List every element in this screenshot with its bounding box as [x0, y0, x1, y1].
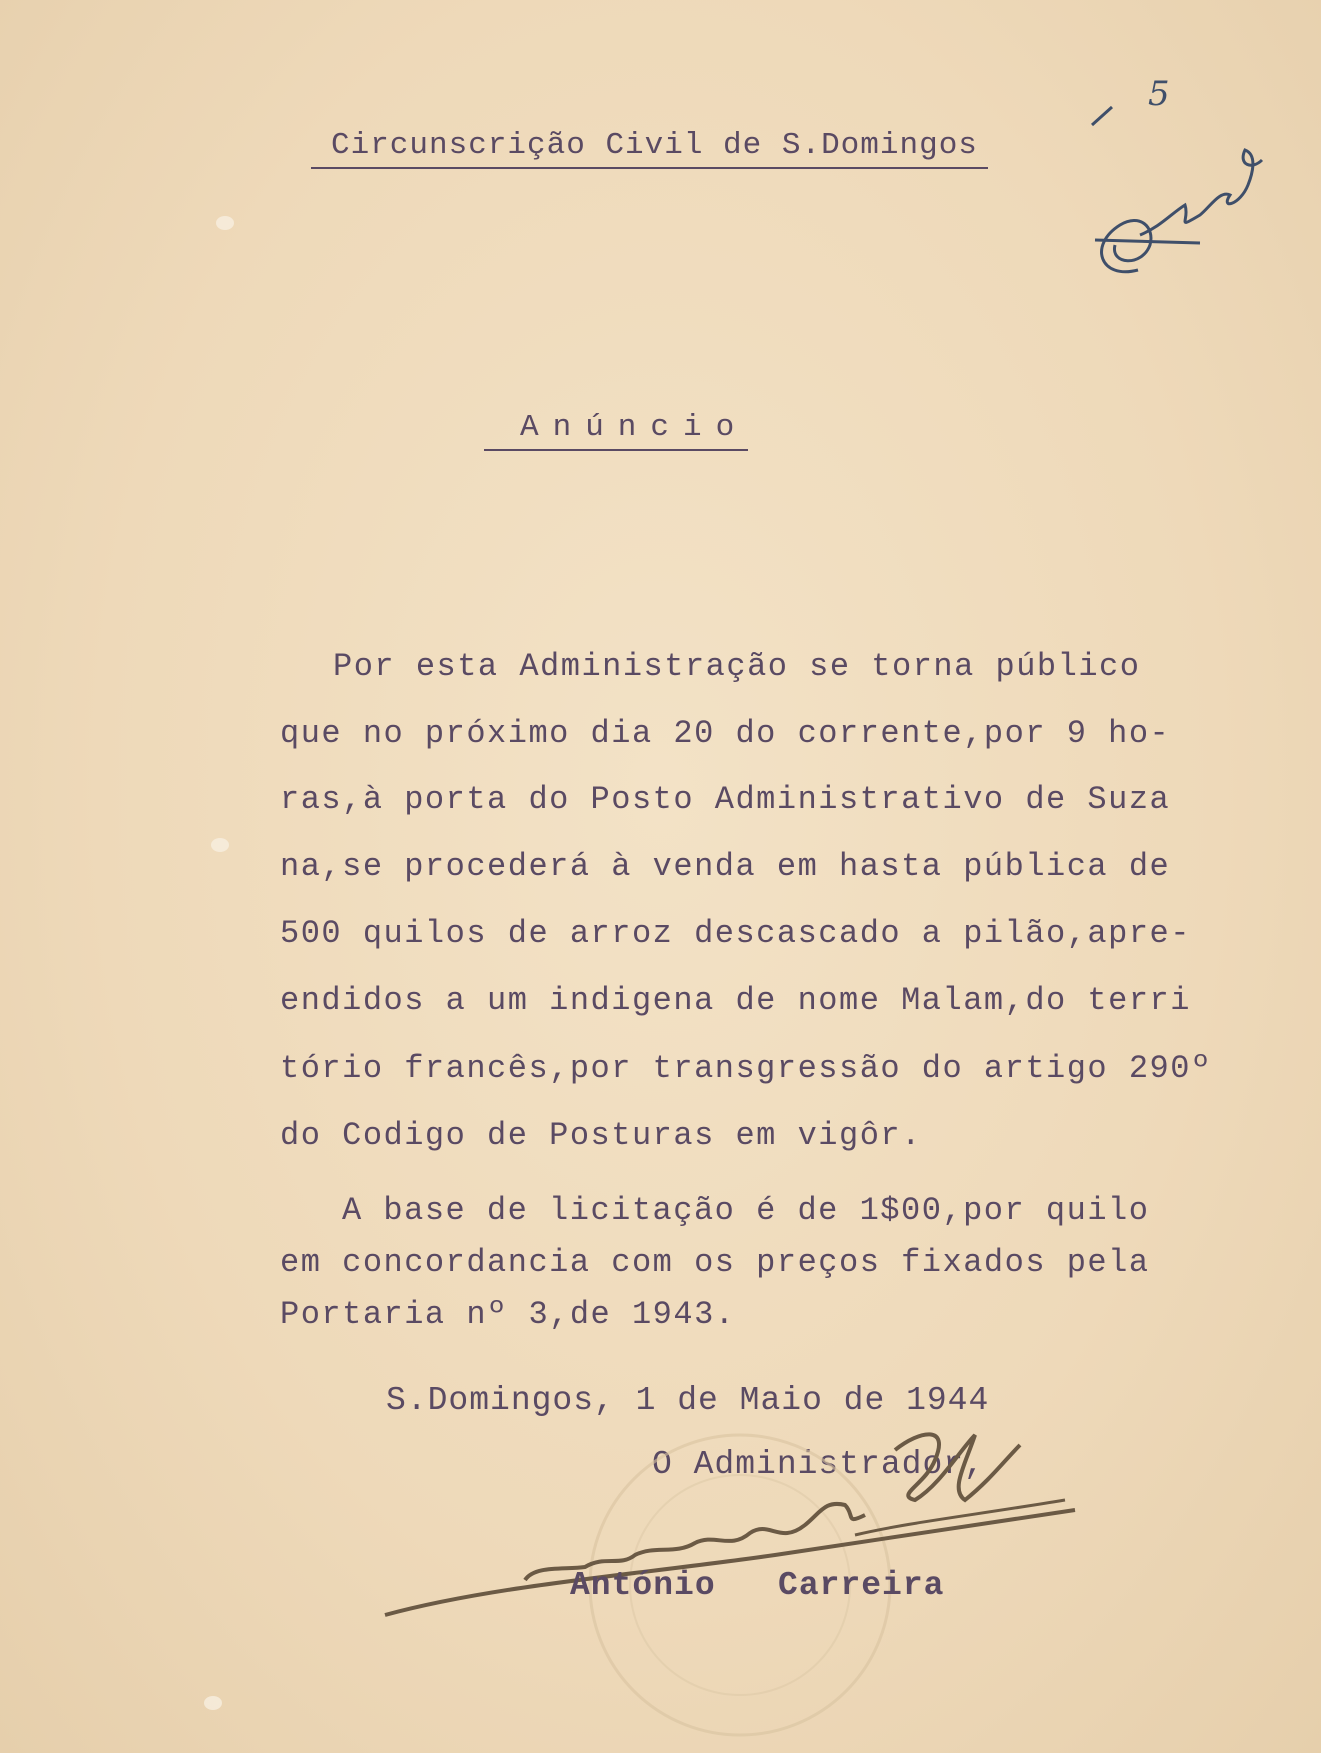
punch-hole-bottom — [204, 1696, 222, 1710]
punch-hole-middle — [211, 838, 229, 852]
body-line: A base de licitação é de 1$00,por quilo — [342, 1192, 1150, 1229]
body-line: 500 quilos de arroz descascado a pilão,apre- — [280, 915, 1191, 952]
signature-icon — [375, 1405, 1120, 1645]
place-date: S.Domingos, 1 de Maio de 1944 — [386, 1382, 990, 1419]
handwritten-annotation-icon — [1080, 95, 1280, 295]
body-line: endidos a um indigena de nome Malam,do terri — [280, 982, 1191, 1019]
page-title: Anúncio — [484, 410, 748, 451]
signer-role: O Administrador, — [652, 1446, 985, 1483]
body-line: Por esta Administração se torna público — [333, 648, 1141, 685]
body-line: Portaria nº 3,de 1943. — [280, 1296, 736, 1333]
body-line: que no próximo dia 20 do corrente,por 9 ho- — [280, 715, 1171, 752]
signer-name: António Carreira — [570, 1567, 945, 1604]
page-number: 5 — [1148, 74, 1171, 114]
punch-hole-top — [216, 216, 234, 230]
body-line: ras,à porta do Posto Administrativo de Suza — [280, 781, 1171, 818]
body-line: em concordancia com os preços fixados pela — [280, 1244, 1150, 1281]
body-line: na,se procederá à venda em hasta pública de — [280, 848, 1171, 885]
body-line: do Codigo de Posturas em vigôr. — [280, 1117, 922, 1154]
header-text: Circunscrição Civil de S.Domingos — [311, 128, 988, 169]
body-line: tório francês,por transgressão do artigo 290º — [280, 1050, 1212, 1087]
